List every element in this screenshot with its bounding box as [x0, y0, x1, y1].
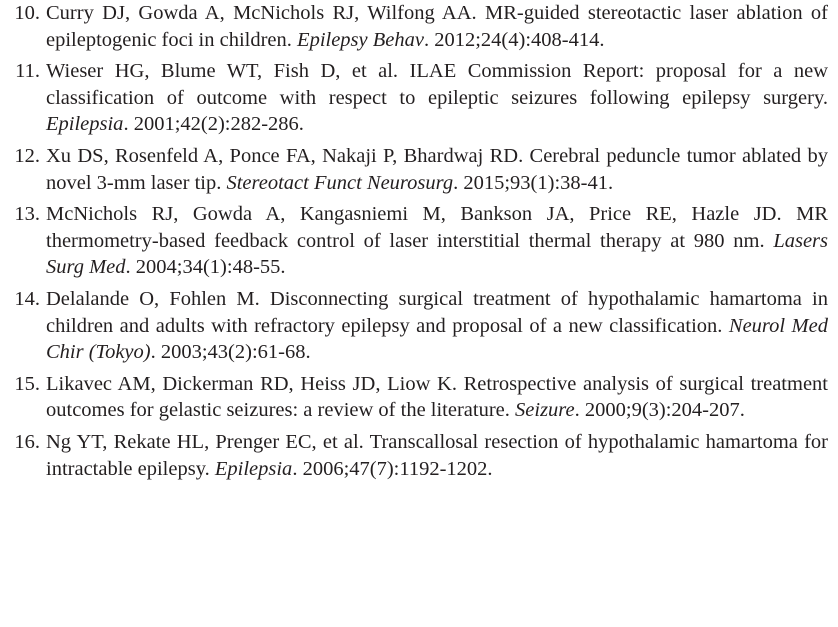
- reference-item: [6, 201, 828, 281]
- reference-citation: . 2000;9(3):204-207.: [574, 399, 745, 422]
- reference-number: 12.: [14, 144, 40, 167]
- reference-list: [6, 0, 828, 487]
- reference-item: [6, 429, 828, 482]
- reference-text: McNichols RJ, Gowda A, Kangasniemi M, Bankson JA, Price RE, Hazle JD. MR thermometry-based feedback control of laser interstitial thermal therapy at 980 nm.: [46, 203, 828, 252]
- reference-number: 13.: [14, 203, 40, 226]
- reference-text: Curry DJ, Gowda A, McNichols RJ, Wilfong AA. MR-guided stereotactic laser ablation of epileptogenic foci in children.: [46, 2, 828, 51]
- reference-text: Xu DS, Rosenfeld A, Ponce FA, Nakaji P, Bhardwaj RD. Cerebral peduncle tumor ablated by novel 3-mm laser tip.: [46, 144, 828, 194]
- journal-name: Neurol Med Chir (Tokyo): [46, 314, 828, 364]
- reference-citation: . 2004;34(1):48-55.: [125, 256, 286, 279]
- journal-name: Seizure: [515, 399, 575, 422]
- journal-name: Epilepsy Behav: [297, 28, 424, 51]
- reference-text: Delalande O, Fohlen M. Disconnecting surgical treatment of hypothalamic hamartoma in children and adults with refractory epilepsy and proposal of a new classification.: [46, 287, 828, 337]
- reference-citation: . 2003;43(2):61-68.: [150, 341, 311, 364]
- reference-text: Likavec AM, Dickerman RD, Heiss JD, Liow K. Retrospective analysis of surgical treatment outcomes for gelastic seizures: a review of the literature.: [46, 372, 828, 422]
- journal-name: Lasers Surg Med: [46, 229, 828, 279]
- reference-number: 16.: [14, 430, 40, 453]
- reference-number: 10.: [14, 2, 40, 24]
- journal-name: Epilepsia: [214, 457, 293, 480]
- reference-citation: . 2012;24(4):408-414.: [423, 28, 605, 51]
- reference-number: 14.: [14, 287, 40, 310]
- reference-item: [6, 0, 828, 53]
- journal-name: Stereotact Funct Neurosurg: [226, 171, 454, 194]
- reference-item: [6, 143, 828, 196]
- reference-number: 15.: [14, 372, 40, 395]
- reference-citation: . 2006;47(7):1192-1202.: [292, 457, 493, 480]
- reference-citation: . 2001;42(2):282-286.: [123, 113, 304, 136]
- reference-text: Ng YT, Rekate HL, Prenger EC, et al. Transcallosal resection of hypothalamic hamartoma for intractable epilepsy.: [46, 430, 828, 480]
- reference-item: [6, 371, 828, 424]
- reference-item: [6, 58, 828, 138]
- reference-text: Wieser HG, Blume WT, Fish D, et al. ILAE Commission Report: proposal for a new classification of outcome with respect to epileptic seizures following epilepsy surgery.: [46, 60, 828, 109]
- reference-number: 11.: [15, 60, 40, 83]
- reference-item: [6, 286, 828, 366]
- reference-citation: . 2015;93(1):38-41.: [453, 171, 614, 194]
- journal-name: Epilepsia: [46, 113, 124, 136]
